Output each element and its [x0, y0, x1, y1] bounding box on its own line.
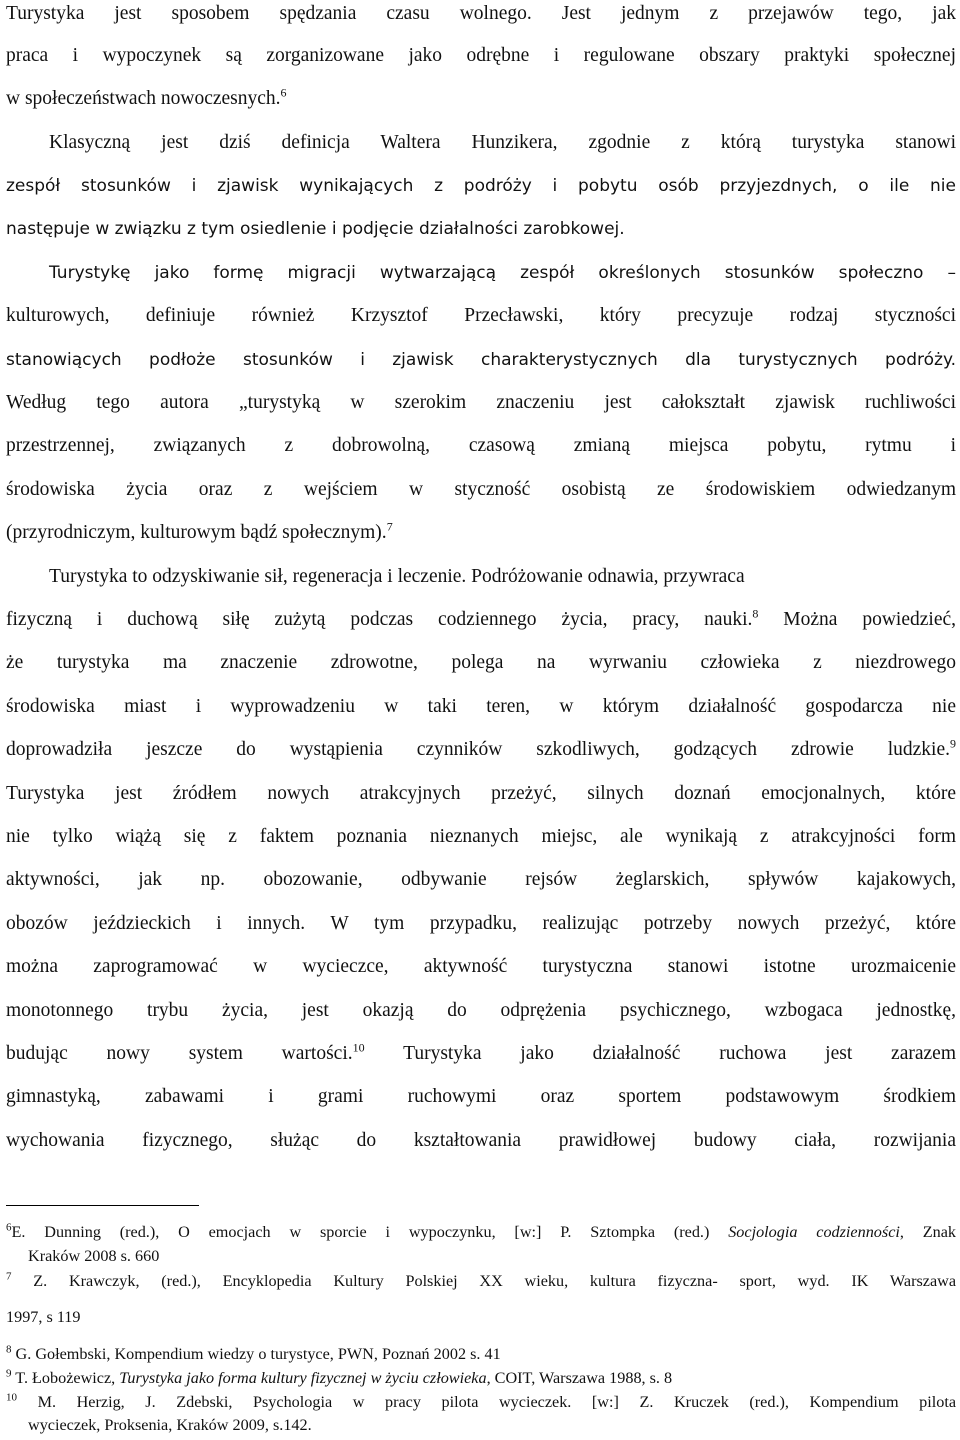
- paragraph-4-line-11: monotonnego trybu życia, jest okazją do odprężenia psychicznego, wzbogaca jednostkę,: [6, 1000, 956, 1021]
- footnote-10: $^{10}$ M. Herzig, J. Zdebski, Psychologia w pracy pilota wycieczek. [w:] Z. Kruczek (red.), Kompendium pilota: [6, 1391, 957, 1411]
- footnote-9: $^9$ T. Łobożewicz, Turystyka jako forma kultury fizycznej w życiu człowieka, COIT, Warszawa 1988, s. 8: [6, 1367, 673, 1387]
- paragraph-1-line-1: Turystyka jest sposobem spędzania czasu wolnego. Jest jednym z przejawów tego, jak: [6, 3, 956, 24]
- paragraph-3-line-1: Turystykę jako formę migracji wytwarzającą zespół określonych stosunków społeczno –: [49, 263, 956, 283]
- paragraph-4-line-4: środowiska miast i wyprowadzeniu w taki teren, w którym działalność gospodarcza nie: [6, 696, 956, 717]
- paragraph-2-line-3: następuje w związku z tym osiedlenie i podjęcie działalności zarobkowej.: [6, 219, 625, 239]
- paragraph-4-line-7: nie tylko wiążą się z faktem poznania nieznanych miejsc, ale wynikają z atrakcyjności form: [6, 826, 956, 847]
- footnote-ref-6: 6: [280, 85, 287, 100]
- paragraph-4-line-10: można zaprogramować w wycieczce, aktywność turystyczna stanowi istotne urozmaicenie: [6, 956, 956, 977]
- paragraph-4-line-3: że turystyka ma znaczenie zdrowotne, polega na wyrwaniu człowieka z niezdrowego: [6, 652, 956, 673]
- footnote-ref-10: 10: [352, 1040, 365, 1055]
- paragraph-2-line-2: zespół stosunków i zjawisk wynikających z podróży i pobytu osób przyjezdnych, o ile nie: [6, 176, 956, 196]
- paragraph-4-line-5: doprowadziła jeszcze do wystąpienia czynników szkodliwych, godzących zdrowie ludzkie.$^9$: [6, 736, 956, 760]
- paragraph-4-line-1: Turystyka to odzyskiwanie sił, regeneracja i leczenie. Podróżowanie odnawia, przywraca: [49, 566, 745, 587]
- paragraph-3-line-5: przestrzennej, związanych z dobrowolną, czasową zmianą miejsca pobytu, rytmu i: [6, 435, 956, 456]
- footnote-ref-7: 7: [386, 519, 393, 534]
- paragraph-4-line-8: aktywności, jak np. obozowanie, odbywanie rejsów żeglarskich, spływów kajakowych,: [6, 869, 956, 890]
- paragraph-3-line-2: kulturowych, definiuje również Krzysztof Przecławski, który precyzuje rodzaj styczności: [6, 305, 956, 326]
- paragraph-2-line-1: Klasyczną jest dziś definicja Waltera Hunzikera, zgodnie z którą turystyka stanowi: [49, 132, 956, 153]
- paragraph-3-line-7: (przyrodniczym, kulturowym bądź społecznym).$^7$: [6, 519, 393, 543]
- paragraph-4-line-6: Turystyka jest źródłem nowych atrakcyjnych przeżyć, silnych doznań emocjonalnych, które: [6, 783, 956, 804]
- footnote-separator: [6, 1205, 199, 1206]
- footnote-7: $^7$ Z. Krawczyk, (red.), Encyklopedia Kultury Polskiej XX wieku, kultura fizyczna- sport, wyd. IK Warszawa: [6, 1270, 957, 1290]
- footnote-6-continuation: Kraków 2008 s. 660: [28, 1247, 160, 1265]
- paragraph-4-line-13: gimnastyką, zabawami i grami ruchowymi oraz sportem podstawowym środkiem: [6, 1086, 956, 1107]
- footnote-ref-8: 8: [752, 606, 759, 621]
- paragraph-4-line-14: wychowania fizycznego, służąc do kształtowania prawidłowej budowy ciała, rozwijania: [6, 1130, 956, 1151]
- footnote-ref-9: 9: [950, 736, 956, 751]
- footnote-8: $^8$ G. Gołembski, Kompendium wiedzy o turystyce, PWN, Poznań 2002 s. 41: [6, 1343, 501, 1363]
- paragraph-3-line-3: stanowiących podłoże stosunków i zjawisk charakterystycznych dla turystycznych podróży.: [6, 350, 956, 370]
- paragraph-3-line-6: środowiska życia oraz z wejściem w styczność osobistą ze środowiskiem odwiedzanym: [6, 479, 956, 500]
- footnote-7-continuation: 1997, s 119: [6, 1308, 81, 1326]
- paragraph-1-line-3: w społeczeństwach nowoczesnych.$^6$: [6, 85, 287, 109]
- footnote-10-continuation: wycieczek, Proksenia, Kraków 2009, s.142.: [28, 1416, 312, 1434]
- paragraph-4-line-2: fizyczną i duchową siłę zużytą podczas codziennego życia, pracy, nauki.$^8$ Można powiedzieć,: [6, 606, 957, 630]
- paragraph-4-line-12: budując nowy system wartości.$^{10}$ Turystyka jako działalność ruchowa jest zarazem: [6, 1040, 956, 1064]
- paragraph-3-line-4: Według tego autora „turystyką w szerokim znaczeniu jest całokształt zjawisk ruchliwości: [6, 392, 956, 413]
- paragraph-4-line-9: obozów jeździeckich i innych. W tym przypadku, realizując potrzeby nowych przeżyć, które: [6, 913, 956, 934]
- footnote-6: $^6$E. Dunning (red.), O emocjach w sporcie i wypoczynku, [w:] P. Sztompka (red.) Socjologia codzienności, Znak: [6, 1221, 957, 1241]
- paragraph-1-line-2: praca i wypoczynek są zorganizowane jako odrębne i regulowane obszary praktyki społecznej: [6, 45, 956, 66]
